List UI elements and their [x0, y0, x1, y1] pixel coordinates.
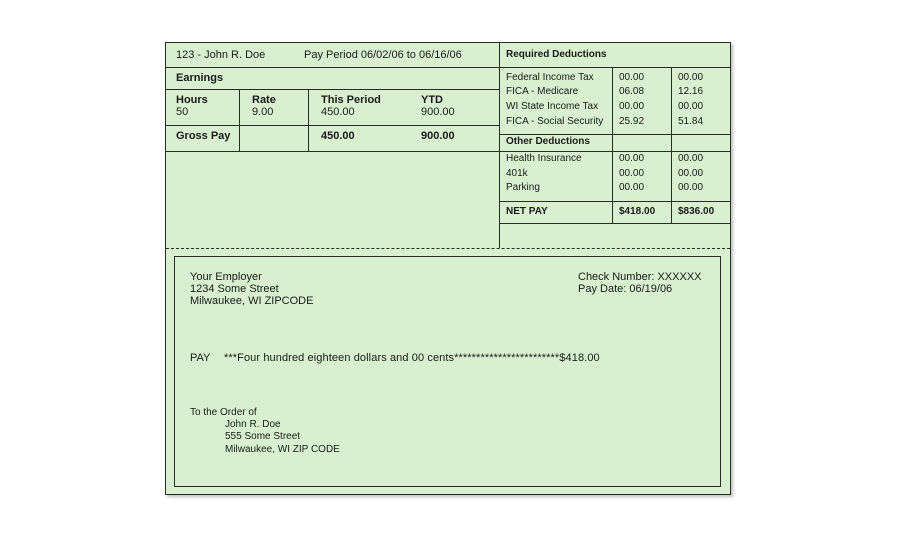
- payee-city: Milwaukee, WI ZIP CODE: [225, 444, 340, 455]
- this-period-value: 450.00: [321, 106, 355, 118]
- pay-amount-words: ***Four hundred eighteen dollars and 00 cents************************$418.00: [224, 352, 600, 364]
- divider: [308, 89, 309, 151]
- deduction-label: WI State Income Tax: [506, 101, 599, 112]
- pay-label: PAY: [190, 352, 211, 364]
- col-this-period: This Period: [321, 94, 381, 106]
- deduction-current: 00.00: [619, 153, 645, 164]
- deduction-ytd: 00.00: [678, 101, 704, 112]
- divider: [499, 134, 730, 135]
- deduction-ytd: 51.84: [678, 116, 704, 127]
- pay-date: Pay Date: 06/19/06: [578, 283, 673, 295]
- divider: [671, 67, 672, 223]
- ytd-value: 900.00: [421, 106, 455, 118]
- divider: [239, 89, 240, 151]
- payee-street: 555 Some Street: [225, 431, 301, 442]
- deduction-current: 00.00: [619, 168, 645, 179]
- col-ytd: YTD: [421, 94, 443, 106]
- divider: [499, 43, 500, 248]
- tear-line: [166, 248, 730, 249]
- deduction-ytd: 00.00: [678, 153, 704, 164]
- required-deductions-title: Required Deductions: [506, 49, 607, 60]
- employer-city: Milwaukee, WI ZIPCODE: [190, 295, 314, 307]
- deduction-current: 00.00: [619, 72, 645, 83]
- check-number: Check Number: XXXXXX: [578, 271, 702, 283]
- order-label: To the Order of: [190, 407, 257, 418]
- divider: [166, 125, 499, 126]
- deduction-label: Federal Income Tax: [506, 72, 594, 83]
- hours-value: 50: [176, 106, 189, 118]
- divider: [166, 67, 730, 68]
- net-pay-current: $418.00: [619, 206, 656, 217]
- pay-stub: [165, 42, 731, 495]
- pay-period: Pay Period 06/02/06 to 06/16/06: [304, 49, 462, 61]
- deduction-label: FICA - Medicare: [506, 86, 579, 97]
- col-hours: Hours: [176, 94, 208, 106]
- deduction-current: 00.00: [619, 101, 645, 112]
- deduction-label: FICA - Social Security: [506, 116, 604, 127]
- deduction-current: 06.08: [619, 86, 645, 97]
- deduction-current: 25.92: [619, 116, 645, 127]
- divider: [499, 223, 730, 224]
- divider: [166, 89, 499, 90]
- earnings-title: Earnings: [176, 72, 224, 84]
- employer-name: Your Employer: [190, 271, 262, 283]
- divider: [499, 151, 730, 152]
- net-pay-ytd: $836.00: [678, 206, 715, 217]
- deduction-current: 00.00: [619, 182, 645, 193]
- payee-name: John R. Doe: [225, 419, 281, 430]
- deduction-ytd: 00.00: [678, 182, 704, 193]
- deduction-label: 401k: [506, 168, 528, 179]
- divider: [612, 67, 613, 223]
- employee-id-name: 123 - John R. Doe: [176, 49, 266, 61]
- deduction-ytd: 12.16: [678, 86, 704, 97]
- deduction-ytd: 00.00: [678, 168, 704, 179]
- deduction-label: Health Insurance: [506, 153, 582, 164]
- gross-pay-ytd: 900.00: [421, 130, 455, 142]
- deduction-ytd: 00.00: [678, 72, 704, 83]
- other-deductions-title: Other Deductions: [506, 136, 590, 147]
- divider: [499, 201, 730, 202]
- divider: [166, 151, 499, 152]
- rate-value: 9.00: [252, 106, 274, 118]
- gross-pay-label: Gross Pay: [176, 130, 231, 142]
- net-pay-label: NET PAY: [506, 206, 548, 217]
- col-rate: Rate: [252, 94, 276, 106]
- check: [174, 256, 721, 487]
- deduction-label: Parking: [506, 182, 540, 193]
- gross-pay-this-period: 450.00: [321, 130, 355, 142]
- employer-street: 1234 Some Street: [190, 283, 279, 295]
